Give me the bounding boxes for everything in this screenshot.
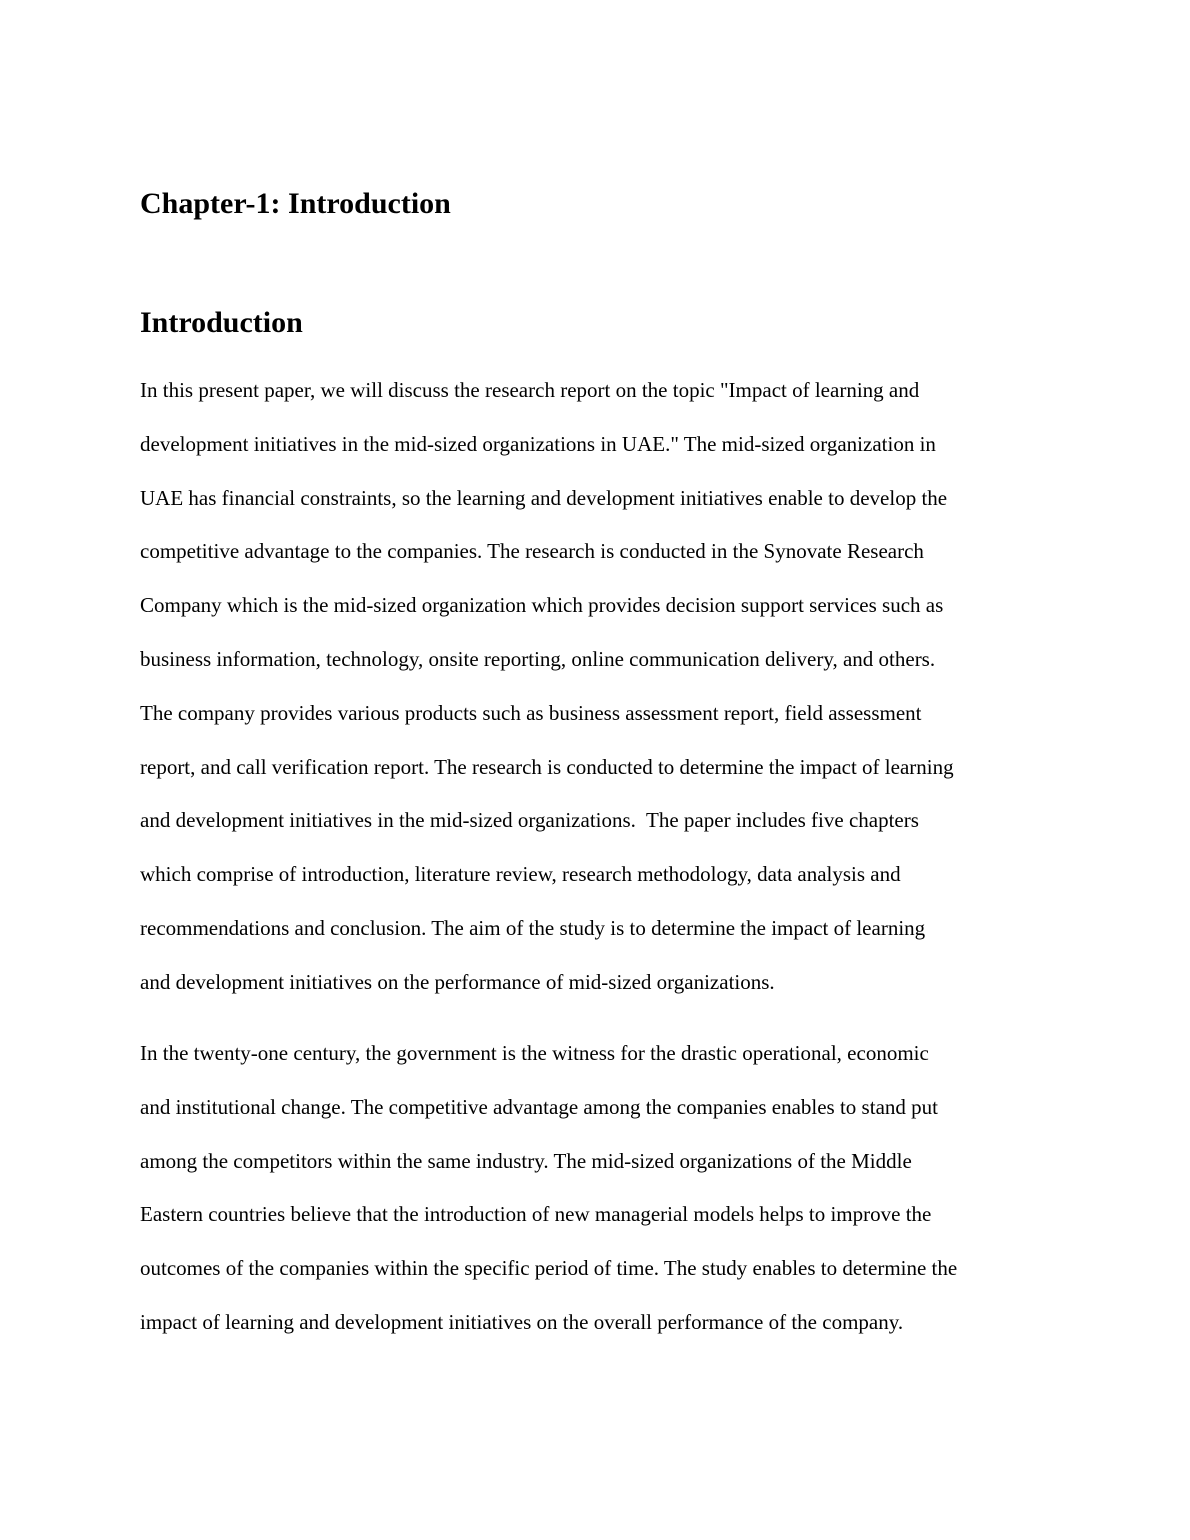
paragraph-line: recommendations and conclusion. The aim of the study is to determine the impact of learning (140, 915, 926, 940)
paragraph-line: among the competitors within the same industry. The mid-sized organizations of the Middle (140, 1148, 912, 1173)
paragraph-line: business information, technology, onsite reporting, online communication delivery, and others. (140, 646, 936, 671)
body-paragraph-1 (140, 375, 1060, 1021)
paragraph-line: which comprise of introduction, literature review, research methodology, data analysis and (140, 862, 901, 887)
paragraph-line: outcomes of the companies within the specific period of time. The study enables to determine the (140, 1256, 958, 1281)
paragraph-line: report, and call verification report. The research is conducted to determine the impact of learning (140, 754, 954, 779)
paragraph-line: Company which is the mid-sized organization which provides decision support services such as (140, 593, 944, 618)
paragraph-line: and development initiatives on the performance of mid-sized organizations. (140, 969, 775, 994)
paragraph-line: impact of learning and development initiatives on the overall performance of the company. (140, 1309, 904, 1334)
body-paragraph-2 (140, 1038, 1060, 1361)
paragraph-line: In the twenty-one century, the government is the witness for the drastic operational, economic (140, 1041, 929, 1065)
paragraph-line: Eastern countries believe that the introduction of new managerial models helps to improve the (140, 1202, 932, 1227)
chapter-title: Chapter-1: Introduction (140, 187, 451, 220)
section-title: Introduction (140, 306, 303, 339)
paragraph-line: The company provides various products such as business assessment report, field assessment (140, 700, 922, 725)
paragraph-line: competitive advantage to the companies. The research is conducted in the Synovate Research (140, 539, 924, 564)
paragraph-line: UAE has financial constraints, so the learning and development initiatives enable to develop the (140, 485, 948, 510)
paragraph-line: and institutional change. The competitive advantage among the companies enables to stand put (140, 1094, 938, 1119)
paragraph-line: In this present paper, we will discuss the research report on the topic "Impact of learning and (140, 378, 920, 402)
paragraph-line: and development initiatives in the mid-sized organizations. The paper includes five chapters (140, 808, 919, 833)
paragraph-line: development initiatives in the mid-sized organizations in UAE." The mid-sized organization in (140, 431, 936, 456)
